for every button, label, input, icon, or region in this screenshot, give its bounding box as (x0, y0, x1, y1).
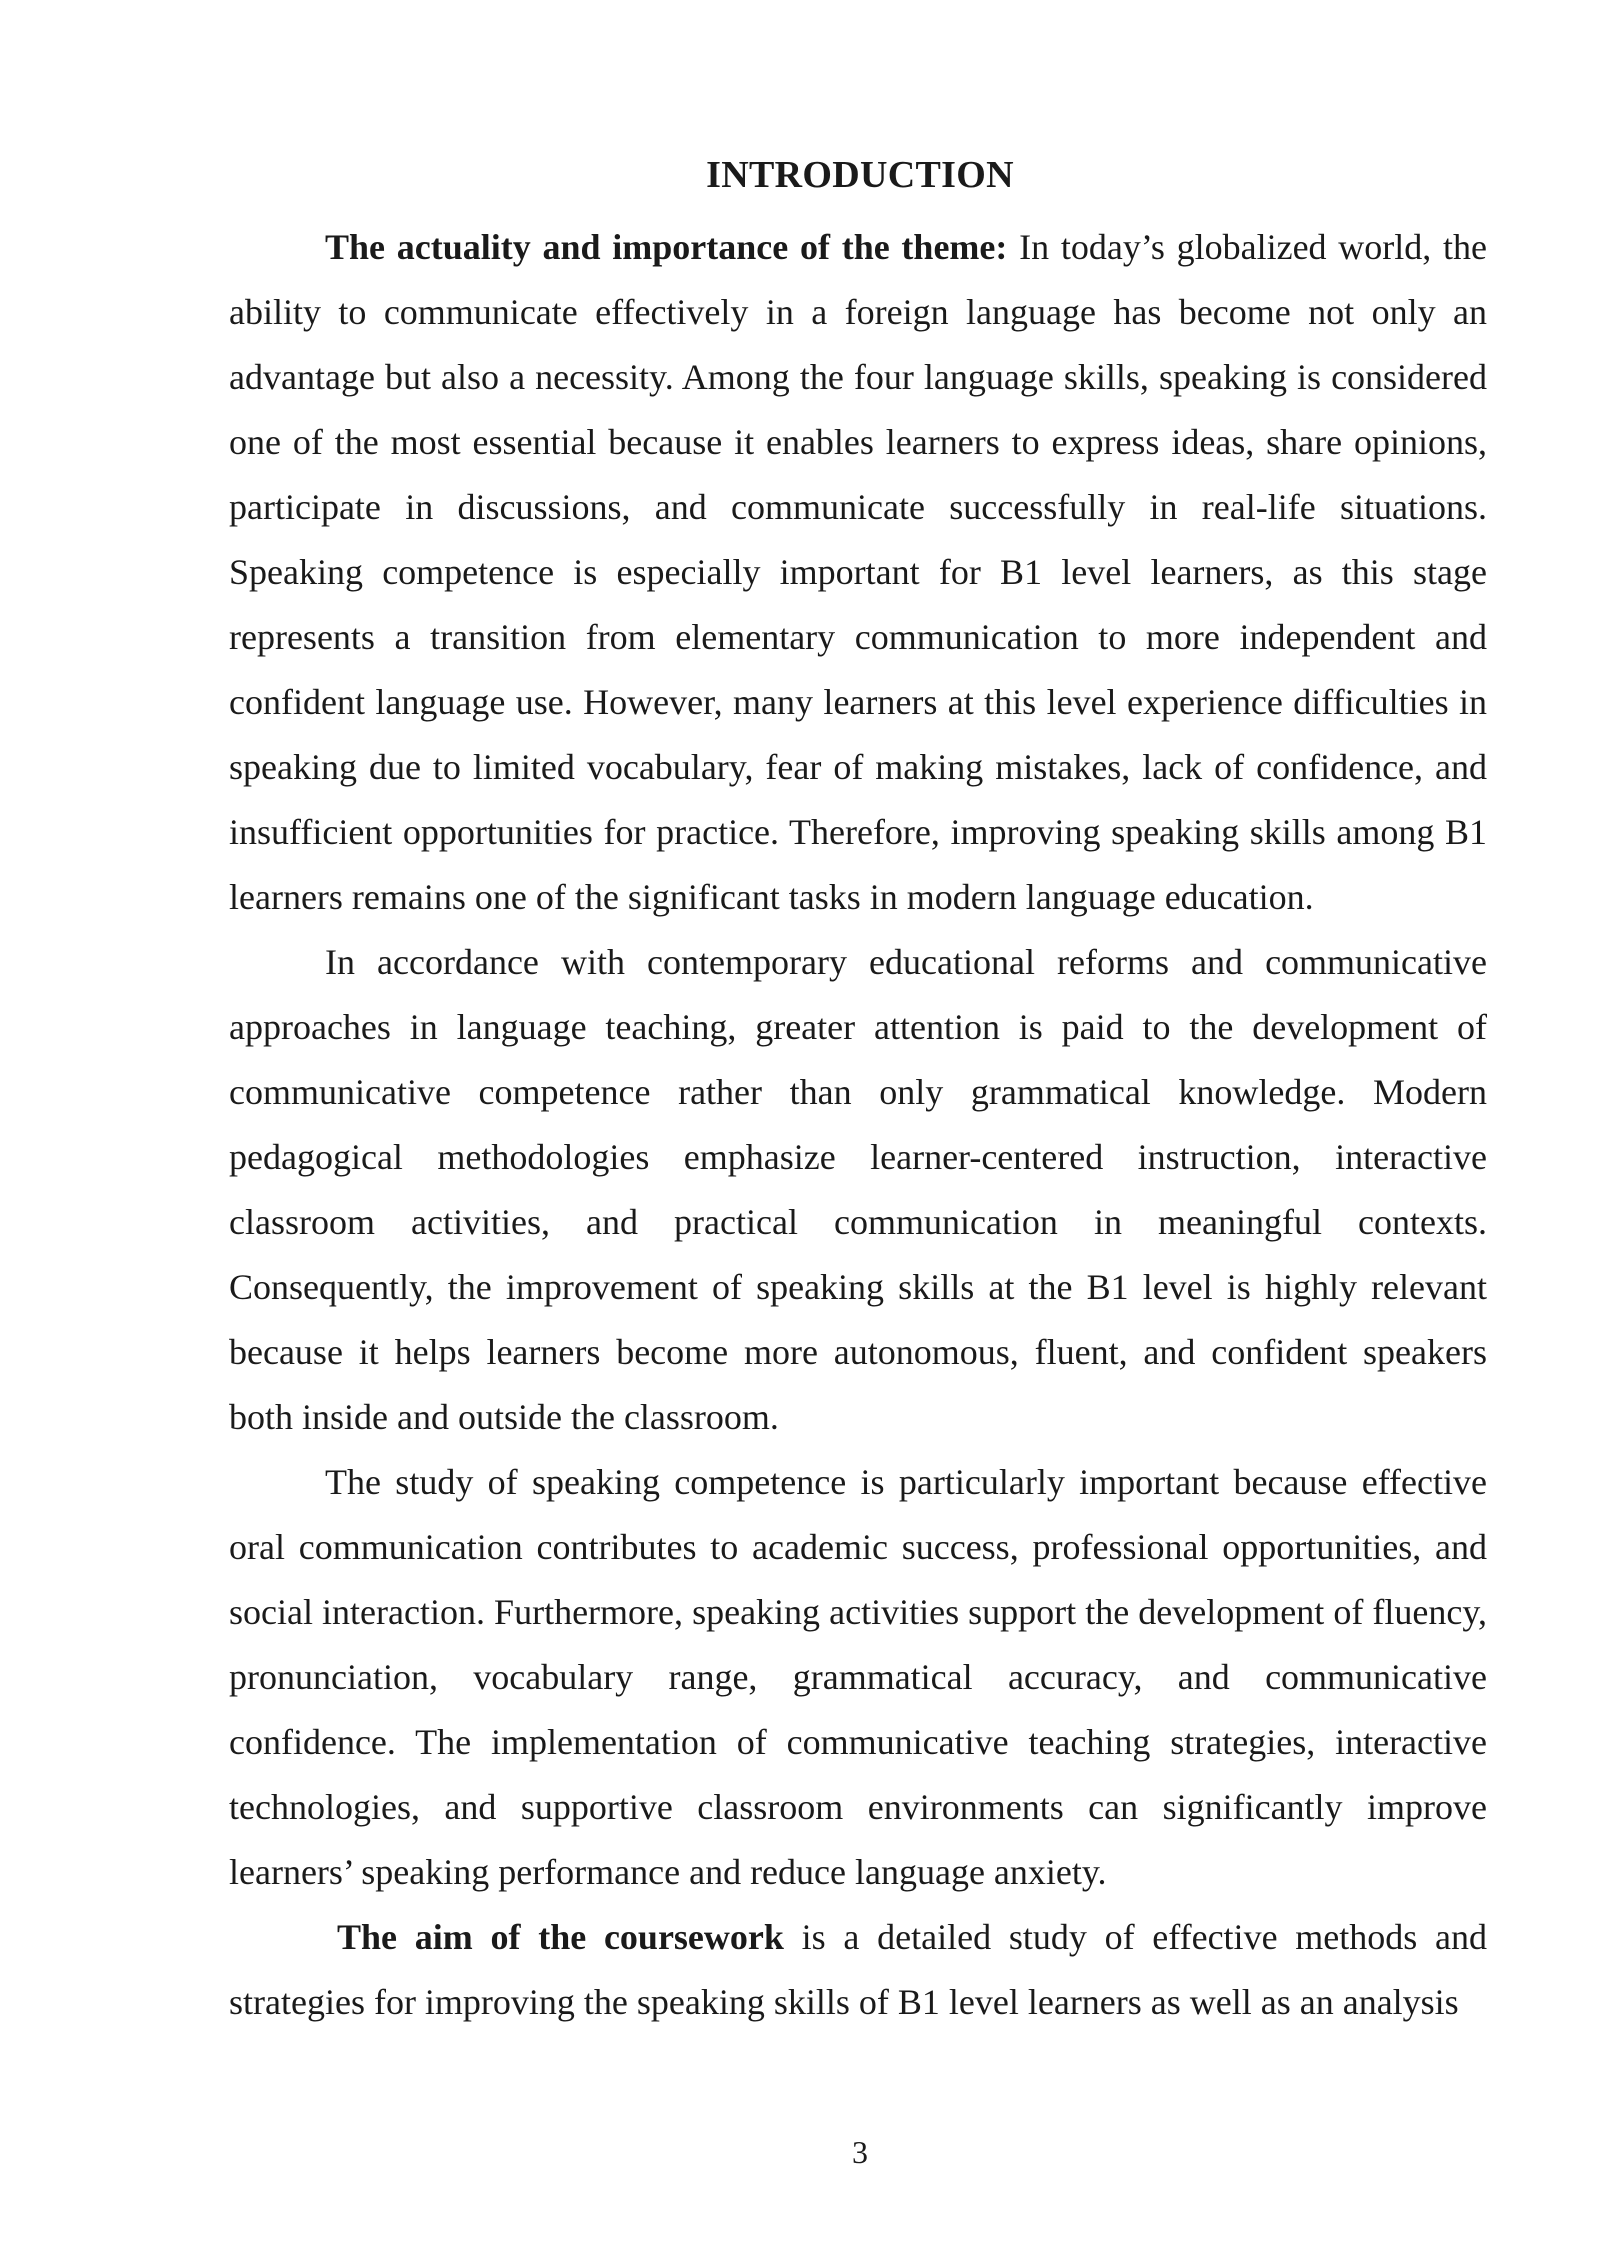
body-text (229, 215, 1487, 2035)
paragraph-text: The study of speaking competence is particularly important because effective oral communication contributes to academic success, professional opportunities, and social interaction. Furthermore, speaking activities support the development of fluency, pronunciation, vocabulary range, grammatical accuracy, and communicative confidence. The implementation of communicative teaching strategies, interactive technologies, and supportive classroom environments can significantly improve learners’ speaking performance and reduce language anxiety. (229, 1462, 1487, 1892)
paragraph-reforms (229, 930, 1487, 1450)
paragraph-actuality (229, 215, 1487, 930)
paragraph-competence (229, 1450, 1487, 1905)
paragraph-text: In accordance with contemporary educational reforms and communicative approaches in language teaching, greater attention is paid to the development of communicative competence rather than only grammatical knowledge. Modern pedagogical methodologies emphasize learner-centered instruction, interactive classroom activities, and practical communication in meaningful contexts. Consequently, the improvement of speaking skills at the B1 level is highly relevant because it helps learners become more autonomous, fluent, and confident speakers both inside and outside the classroom. (229, 942, 1487, 1437)
page-title: INTRODUCTION (706, 154, 1014, 196)
page-number: 3 (852, 2134, 868, 2170)
paragraph-aim (229, 1905, 1487, 2035)
paragraph-text: is a detailed study of effective methods and strategies for improving the speaking skills of B1 level learners as well as an analysis (229, 1917, 1487, 2022)
paragraph-lead: The actuality and importance of the theme: (325, 227, 1008, 267)
paragraph-text: In today’s globalized world, the ability to communicate effectively in a foreign language has become not only an advantage but also a necessity. Among the four language skills, speaking is considered one of the most essential because it enables learners to express ideas, share opinions, participate in discussions, and communicate successfully in real-life situations. Speaking competence is especially important for B1 level learners, as this stage represents a transition from elementary communication to more independent and confident language use. However, many learners at this level experience difficulties in speaking due to limited vocabulary, fear of making mistakes, lack of confidence, and insufficient opportunities for practice. Therefore, improving speaking skills among B1 learners remains one of the significant tasks in modern language education. (229, 227, 1488, 917)
paragraph-lead: The aim of the coursework (337, 1917, 784, 1957)
